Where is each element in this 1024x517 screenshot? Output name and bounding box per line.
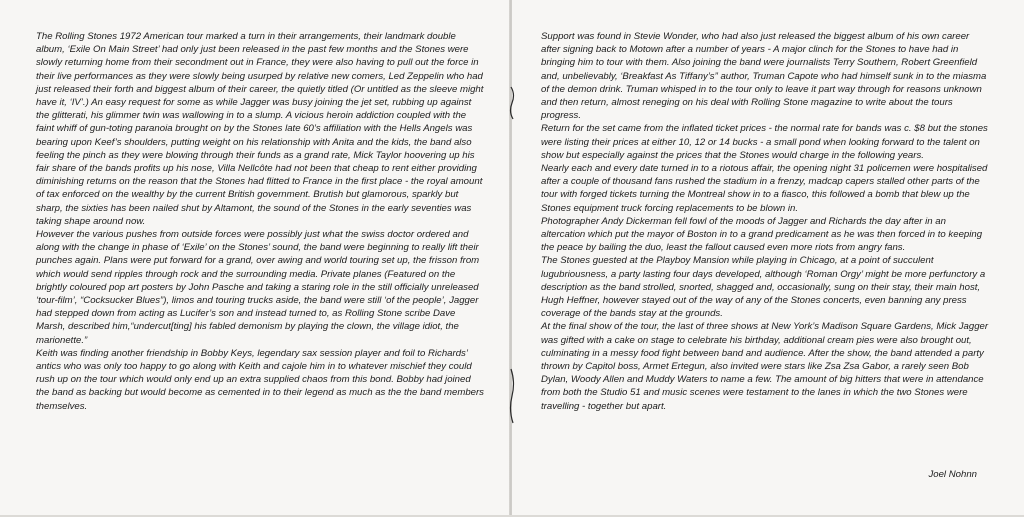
- paragraph: The Stones guested at the Playboy Mansion while playing in Chicago, at a point of succulent lugubriousness, a party lasting four days developed, although ‘Roman Orgy’ might be more perfunctory a description as the band strolled, snorted, shagged and, occasionally, sung on their stay, their main host, Hugh Heffner, however stayed out of the way of any of the Stones concerts, even banning any press coverage of the bands stay at the grounds.: [541, 255, 986, 320]
- staple-mark-upper: [508, 86, 516, 120]
- right-text-column: [541, 30, 991, 413]
- paragraph: At the final show of the tour, the last of three shows at New York’s Madison Square Gardens, Mick Jagger was gifted with a cake on stage to celebrate his birthday, additional cream pies were also brought out, culminating in a messy food fight between band and audience. After the show, the band attended a party thrown by Capitol boss, Armet Ertegun, also invited were stars like Zsa Zsa Gabor, a rarely seen Bob Dylan, Woody Allen and Muddy Waters to name a few. The amount of big hitters that were in attendance from both the Studio 51 and music scenes were testament to the lanes in which the two Stones were travelling - together but apart.: [541, 321, 989, 412]
- paragraph: Nearly each and every date turned in to a riotous affair, the opening night 31 policemen were hospitalised after a couple of thousand fans rushed the stadium in a frenzy, madcap capers stalled other parts of the tour with forged tickets turning the Montreal show in to a fiasco, this followed a bomb that blew up the Stones equipment truck forcing replacements to be blown in.: [541, 163, 988, 214]
- paragraph: Photographer Andy Dickerman fell fowl of the moods of Jagger and Richards the day after in an altercation which put the mayor of Boston in to a grand predicament as he was then forced in to keeping the peace by bailing the duo, least the fallout caused even more riots from angry fans.: [541, 215, 983, 254]
- author-signature: Joel Nohnn: [928, 469, 977, 480]
- paragraph: Return for the set came from the inflated ticket prices - the normal rate for bands was c. $8 but the stones were listing their prices at either 10, 12 or 14 bucks - a small pond when looking forward to the talent on show but especially against the prices that the Stones would charge in the following years.: [541, 123, 988, 161]
- left-page: [0, 0, 510, 517]
- staple-mark-lower: [508, 368, 516, 424]
- paragraph: Support was found in Stevie Wonder, who had also just released the biggest album of his own career after signing back to Motown after a number of years - A major clinch for the Stones to have had in bringing him to tour with them. Also joining the band were journalists Terry Southern, Robert Greenfield and, unbelievably, ‘Breakfast As Tiffany’s” author, Truman Capote who had himself sunk in to the miasma of the demon drink. Truman whisped in to the tour only to leave it part way through for reasons unknown and then return, almost reneging on his deal with Rolling Stone magazine to write about the tours progress.: [541, 31, 987, 122]
- paragraph: The Rolling Stones 1972 American tour marked a turn in their arrangements, their landmark double album, ‘Exile On Main Street’ had only just been released in the past few months and the Stones were slowly returning home from their secondment out in France, they were also having to pull out the force in their live performances as they were slowly being usurped by relative new comers, Led Zeppelin who had just released their forth and biggest album of their career, the quietly titled (Or untitled as the sleeve might have it, ‘IV’.) An easy request for some as while Jagger was busy joining the jet set, rubbing up against the glitterati, his glimmer twin was wallowing in to a slump. A vicious heroin addiction coupled with the faint whiff of gun-toting paranoia brought on by the Stones late 60’s affiliation with the Hells Angels was bearing upon Keef’s shoulders, putting weight on his relationship with Anita and the kids, the band also feeling the pinch as they were blowing through their funds as a grand rate, Mick Taylor hoovering up his fair share of the bands profits up his nose, Villa Nellcôte had not been that cheap to rent either providing diminishing returns on the reason that the Stones had flitted to France in the first place - the royal amount of tax enforced on the wealthy by the current British government. Brutish but glamorous, sparkly but sharp, the sixties has been nailed shut by Altamont, the sound of the Stones in the early seventies was taking shape around now.: [36, 31, 484, 227]
- paragraph: However the various pushes from outside forces were possibly just what the swiss doctor ordered and along with the change in phase of ‘Exile’ on the Stones’ sound, the band were beginning to really lift their punches again. Plans were put forward for a grand, over awing and world touring set up, the frisson from which would send ripples through rock and the surrounding media. Private planes (Featured on the brightly coloured pop art posters by John Pasche and taking a staring role in the still officially unreleased ‘tour-film’, “Cocksucker Blues”), limos and touring trucks aside, the band were still ‘of the people’, Jagger had stepped down from acting as Lucifer’s son and instead turned to, as Rolling Stone scribe Dave Marsh, described him,“undercut[ting] his fabled demonism by playing the clown, the village idiot, the marionette.”: [36, 229, 480, 346]
- paragraph: Keith was finding another friendship in Bobby Keys, legendary sax session player and foil to Richards’ antics who was only too happy to go along with Keith and cajole him in to whatever mischief they could rush up on the tour which would only end up an extra supplied chaos from this bond. Bobby had joined the band as backing but would become as cemented in to their legend as much as the the band members themselves.: [36, 347, 484, 412]
- left-text-column: [36, 30, 486, 413]
